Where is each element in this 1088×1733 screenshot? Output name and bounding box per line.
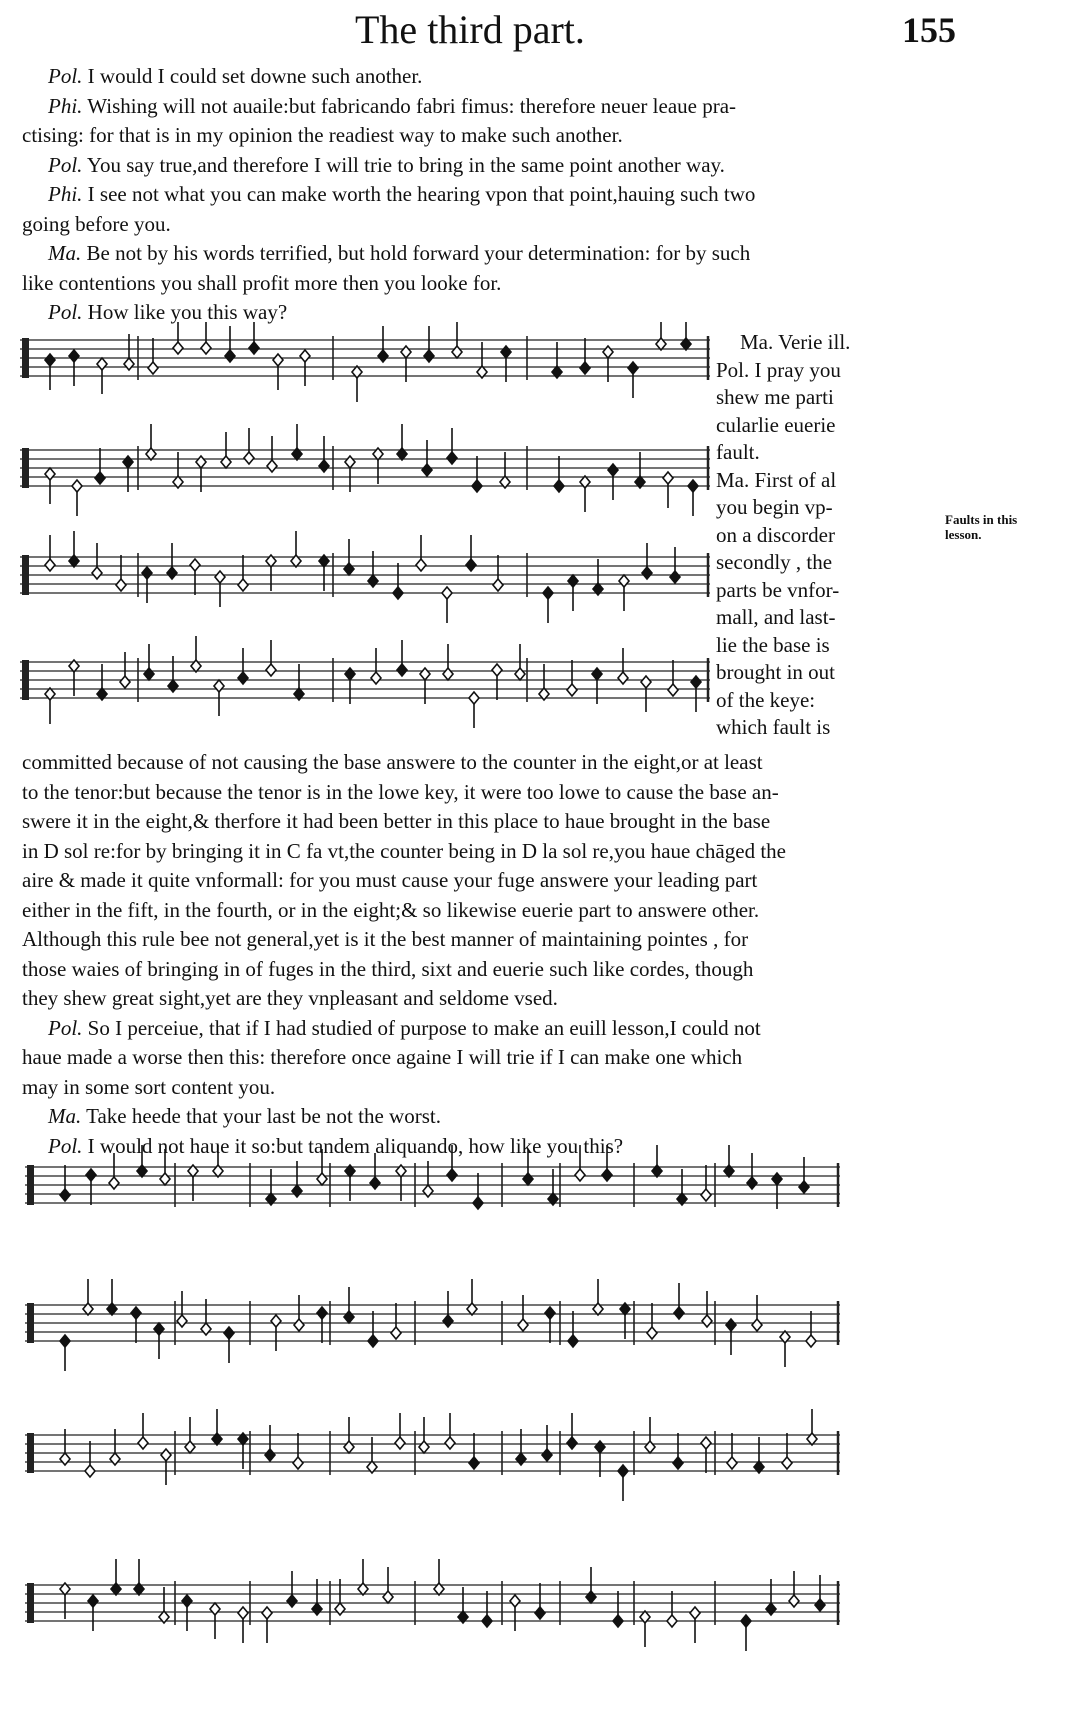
dialogue-text: ctising: for that is in my opinion the readiest way to make such another. [22,123,623,147]
note-head [592,668,602,680]
note-head [726,1319,736,1331]
note-head [267,460,277,472]
text-line [48,93,737,118]
margin-note: Faults in this lesson. [945,512,1018,542]
note-head [244,452,254,464]
note-head [92,567,102,579]
note-head [580,362,590,374]
note-head [668,684,678,696]
note-head [142,567,152,579]
note-head [300,350,310,362]
note-head [185,1441,195,1453]
note-head [727,1457,737,1469]
dialogue-text: may in some sort content you. [22,1074,276,1099]
note-head [618,1465,628,1477]
side-dialogue-line: of the keye: [716,687,816,712]
text-line [22,1074,276,1099]
note-head [383,1591,393,1603]
side-dialogue-line: parts be vnfor- [716,577,840,602]
dialogue-text: swere it in the eight,& therfore it had been better in this place to haue brought in the base [22,809,771,833]
music-example-1 [20,322,710,732]
note-head [542,1449,552,1461]
note-head [647,1327,657,1339]
note-head [201,342,211,354]
text-line [22,211,171,236]
note-head [238,1607,248,1619]
page-number: 155 [902,10,956,50]
note-head [85,1465,95,1477]
note-head [493,579,503,591]
note-head [447,452,457,464]
note-head [575,1169,585,1181]
music-example-1-staves [20,322,710,732]
note-head [294,1319,304,1331]
clef-glyph [22,555,29,595]
side-dialogue-line: lie the base is [716,632,830,657]
note-head [154,1323,164,1335]
dialogue-text: You say true,and therefore I will trie to bring in the same point another way. [86,152,725,177]
side-dialogue-line: brought in out [716,660,835,684]
side-dialogue-line: Ma. First of al [716,467,837,492]
note-head [317,1307,327,1319]
dialogue-text: in D sol re:for by bringing it in C fa vt,the counter being in D la sol re,you haue chāged the [22,838,786,863]
note-head [60,1189,70,1201]
note-head [567,684,577,696]
note-head [144,668,154,680]
note-head [806,1335,816,1347]
note-head [60,1335,70,1347]
note-head [667,1615,677,1627]
clef-glyph [27,1165,34,1205]
note-head [545,1307,555,1319]
clef-glyph [22,338,29,378]
note-head [782,1457,792,1469]
text-line [48,243,750,264]
clef-glyph [22,448,29,488]
note-head [161,1449,171,1461]
note-head [271,1315,281,1327]
note-head [618,672,628,684]
note-head [641,676,651,688]
note-head [395,1437,405,1449]
clef-glyph [27,1303,34,1343]
text-line [22,956,754,981]
clef-glyph [22,660,29,700]
side-dialogue-line: fault. [716,440,760,464]
note-head [45,559,55,571]
note-head [344,1441,354,1453]
note-head [688,480,698,492]
note-head [613,1615,623,1627]
text-line [48,66,422,87]
text-line [48,152,725,177]
note-head [674,1307,684,1319]
note-head [642,567,652,579]
clef-glyph [27,1583,34,1623]
dialogue-text: Take heede that your last be not the worst. [86,1104,441,1128]
note-head [518,1319,528,1331]
text-line [22,811,770,832]
note-head [317,1173,327,1185]
note-head [397,664,407,676]
text-line [48,302,287,323]
note-head [469,1457,479,1469]
speaker-label: Ma. [48,241,82,265]
side-dialogue-line: Ma. Verie ill. [740,330,851,354]
note-head [422,464,432,476]
dialogue-text: like contentions you shall profit more then you looke for. [22,270,502,295]
note-head [645,1441,655,1453]
dialogue-text: aire & made it quite vnformall: for you must cause your fuge answere your leading part [22,868,758,892]
dialogue-text: either in the fift, in the fourth, or in the eight;& so likewise euerie part to answere other. [22,897,760,922]
speaker-label: Pol. [48,300,83,324]
note-head [568,575,578,587]
note-head [319,460,329,472]
note-head [424,350,434,362]
note-head [95,472,105,484]
note-head [86,1169,96,1181]
note-head [210,1603,220,1615]
note-head [469,692,479,704]
note-head [138,1437,148,1449]
note-head [201,1323,211,1335]
note-head [109,1177,119,1189]
note-head [567,1437,577,1449]
text-line [48,1106,441,1127]
note-head [492,664,502,676]
note-head [543,587,553,599]
dialogue-text: they shew great sight,yet are they vnpleasant and seldome vsed. [22,986,558,1010]
note-head [595,1441,605,1453]
side-dialogue-line: shew me parti [716,385,834,409]
note-head [501,346,511,358]
note-head [789,1595,799,1607]
text-line [22,125,623,146]
dialogue-text: Wishing will not auaile:but fabricando fabri fimus: therefore neuer leaue pra- [87,93,737,118]
note-head [391,1327,401,1339]
note-head [516,1453,526,1465]
dialogue-text: haue made a worse then this: therefore once againe I will trie if I can make one which [22,1045,743,1069]
note-head [442,587,452,599]
note-head [45,468,55,480]
note-head [345,456,355,468]
note-head [45,354,55,366]
music-example-2 [25,1145,840,1720]
text-line [22,988,558,1009]
note-head [60,1453,70,1465]
speaker-label: Pol. [48,1133,83,1158]
running-header: The third part. [355,7,585,52]
note-head [88,1595,98,1607]
note-head [447,1169,457,1181]
note-head [586,1591,596,1603]
note-head [378,350,388,362]
note-head [401,346,411,358]
text-line [22,779,779,804]
text-line [22,897,760,922]
note-head [443,668,453,680]
note-head [221,456,231,468]
side-dialogue-line: mall, and last- [716,605,836,629]
dialogue-text: I see not what you can make worth the hearing vpon that point,hauing such two [87,182,756,206]
note-head [702,1315,712,1327]
note-head [168,680,178,692]
text-line [22,929,748,950]
note-head [287,1595,297,1607]
note-head [628,362,638,374]
speaker-label: Phi. [48,182,83,206]
note-head [701,1189,711,1201]
note-head [472,480,482,492]
text-line [22,870,757,891]
note-head [602,1169,612,1181]
side-dialogue-line: on a discorder [716,522,835,547]
side-dialogue-line: secondly , the [716,550,833,574]
side-dialogue-line: you begin vp- [716,495,833,519]
note-head [741,1615,751,1627]
dialogue-text: I would I could set downe such another. [87,64,423,88]
dialogue-text: those waies of bringing in of fuges in the third, sixt and euerie such like cordes, though [22,956,754,981]
side-dialogue-line: which fault is [716,715,831,739]
text-line [22,270,502,295]
speaker-label: Pol. [48,64,83,88]
note-head [167,567,177,579]
note-head [370,1177,380,1189]
dialogue-text: committed because of not causing the base answere to the counter in the eight,or at least [22,750,763,774]
note-head [371,672,381,684]
note-head [160,1173,170,1185]
note-head [473,1197,483,1209]
note-head [423,1185,433,1197]
note-head [443,1315,453,1327]
side-dialogue-line: Pol. I pray you [716,357,841,382]
note-head [603,346,613,358]
note-head [368,575,378,587]
note-head [110,1453,120,1465]
note-head [368,1335,378,1347]
dialogue-text: to the tenor:but because the tenor is in the lowe key, it were too lowe to cause the base an- [22,779,779,804]
note-head [690,1607,700,1619]
music-example-2-staves [25,1145,840,1720]
note-head [177,1315,187,1327]
text-line [22,1047,742,1068]
speaker-label: Pol. [48,152,83,177]
note-head [238,579,248,591]
note-head [224,1327,234,1339]
note-head [523,1173,533,1185]
note-head [747,1177,757,1189]
note-head [148,362,158,374]
text-line [48,184,755,205]
note-head [124,358,134,370]
note-head [196,456,206,468]
dialogue-text: Although this rule bee not general,yet is it the best manner of maintaining pointes , for [22,927,749,951]
speaker-label: Phi. [48,93,83,118]
note-head [452,346,462,358]
note-head [97,358,107,370]
dialogue-text: How like you this way? [87,300,288,324]
note-head [419,1441,429,1453]
text-line [22,838,786,863]
note-head [292,1185,302,1197]
note-head [72,480,82,492]
note-head [772,1173,782,1185]
note-head [766,1603,776,1615]
note-head [691,676,701,688]
note-head [265,1449,275,1461]
note-head [393,587,403,599]
note-head [262,1607,272,1619]
note-head [266,664,276,676]
note-head [535,1607,545,1619]
note-head [312,1603,322,1615]
note-head [131,1307,141,1319]
note-head [335,1603,345,1615]
note-head [673,1457,683,1469]
note-head [445,1437,455,1449]
dialogue-text: Be not by his words terrified, but hold forward your determination: for by such [86,241,751,265]
note-head [123,456,133,468]
note-head [752,1319,762,1331]
note-head [515,668,525,680]
note-head [619,575,629,587]
note-head [214,680,224,692]
note-head [466,559,476,571]
dialogue-text: So I perceiue, that if I had studied of purpose to make an euill lesson,I could not [87,1015,761,1040]
speaker-label: Pol. [48,1015,83,1040]
note-head [182,1595,192,1607]
note-head [116,579,126,591]
note-head [701,1437,711,1449]
note-head [345,668,355,680]
note-head [663,472,673,484]
note-head [293,1457,303,1469]
note-head [344,563,354,575]
note-head [215,571,225,583]
dialogue-text: I would not haue it so:but tandem aliquando, how like you this? [87,1133,624,1158]
note-head [554,480,564,492]
text-line [48,1015,761,1040]
note-head [344,1311,354,1323]
note-head [608,464,618,476]
note-head [815,1599,825,1611]
note-head [190,559,200,571]
note-head [799,1181,809,1193]
note-head [482,1615,492,1627]
note-head [670,571,680,583]
note-head [173,342,183,354]
speaker-label: Ma. [48,1104,82,1128]
note-head [225,350,235,362]
dialogue-text: going before you. [22,211,171,236]
note-head [416,559,426,571]
side-dialogue-line: cularlie euerie [716,412,836,437]
clef-glyph [27,1433,34,1473]
note-head [510,1595,520,1607]
note-head [249,342,259,354]
note-head [568,1335,578,1347]
note-head [69,350,79,362]
note-head [273,354,283,366]
text-line [22,752,763,773]
note-head [120,676,130,688]
note-head [238,672,248,684]
note-head [420,668,430,680]
